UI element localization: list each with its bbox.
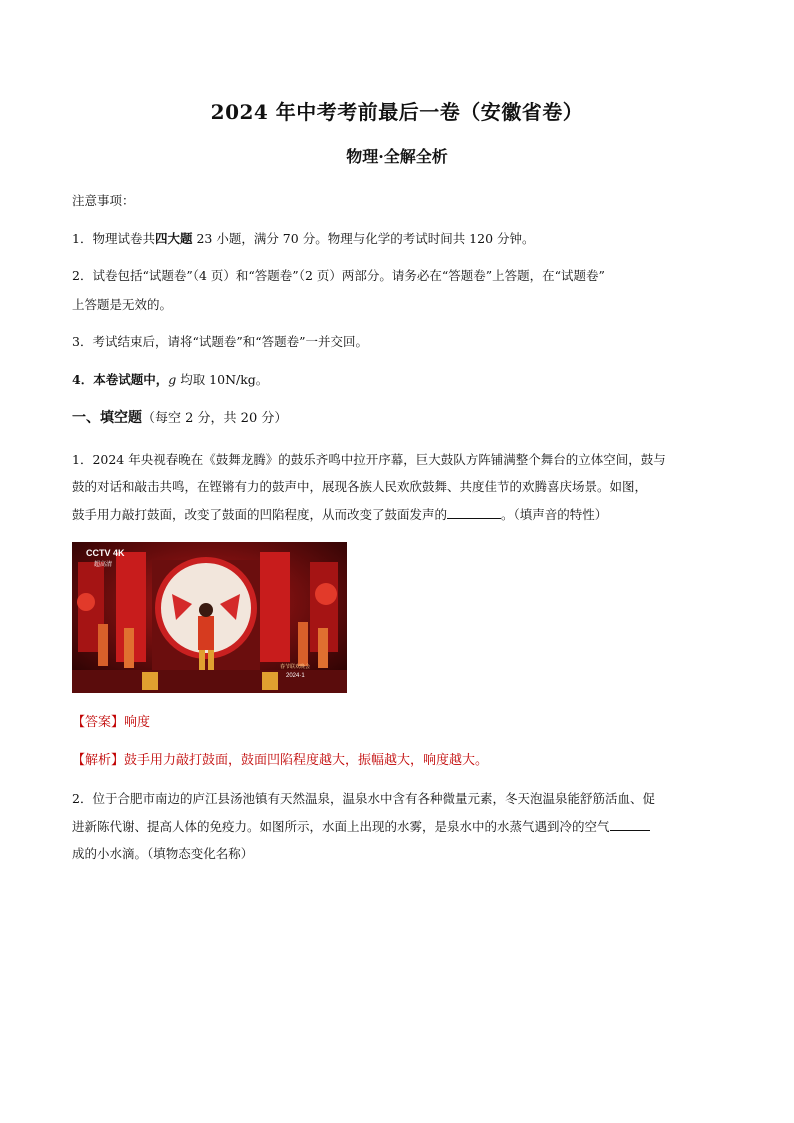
answer-blank[interactable] [610, 816, 650, 831]
answer-blank[interactable] [447, 504, 501, 519]
note-item-4: 4．本卷试题中，g 均取 10N/kg。 [72, 372, 269, 387]
exam-title: 2024 年中考考前最后一卷（安徽省卷） [210, 100, 584, 124]
question-2: 2．位于合肥市南边的庐江县汤池镇有天然温泉，温泉水中含有各种微量元素，冬天泡温泉能舒筋活血、促 进新陈代谢、提高人体的免疫力。如图所示，水面上出现的水雾，是泉水中的水蒸气遇到冷的空气 成的小水滴。（填物态变化名称） [72, 791, 655, 861]
note-item-1: 1．物理试卷共四大题 23 小题，满分 70 分。物理与化学的考试时间共 120 分钟。 [72, 231, 535, 246]
note-item-3: 3．考试结束后，请将“试题卷”和“答题卷”一并交回。 [72, 334, 369, 349]
question-1: 1．2024 年央视春晚在《鼓舞龙腾》的鼓乐齐鸣中拉开序幕，巨大鼓队方阵铺满整个舞台的立体空间，鼓与 鼓的对话和敲击共鸣，在铿锵有力的鼓声中，展现各族人民欢欣鼓舞、共度佳节的欢腾喜庆场景。如图， 鼓手用力敲打鼓面，改变了鼓面的凹陷程度，从而改变了鼓面发声的 。（填声音的特性） [72, 452, 666, 522]
drum-performance-illustration [72, 542, 347, 693]
section-fill-in-blank: 一、填空题（每空 2 分，共 20 分） [72, 410, 288, 426]
q1-analysis: 【解析】鼓手用力敲打鼓面，鼓面凹陷程度越大，振幅越大，响度越大。 [72, 753, 489, 768]
photo-caption-1: 春节联欢晚会 [280, 664, 311, 670]
cctv-logo-sub: 超高清 [94, 562, 113, 568]
drum-performance-photo [72, 542, 347, 693]
q1-answer: 【答案】响度 [72, 715, 151, 730]
photo-caption-2: 2024·1 [286, 673, 305, 679]
notes-heading: 注意事项： [72, 193, 135, 208]
note-item-2: 2．试卷包括“试题卷”（4 页）和“答题卷”（2 页）两部分。请务必在“答题卷”上答题，在“试题卷” 上答题是无效的。 [72, 268, 605, 312]
exam-subtitle: 物理·全解全析 [346, 147, 448, 166]
cctv-logo: CCTV 4K [86, 548, 125, 558]
